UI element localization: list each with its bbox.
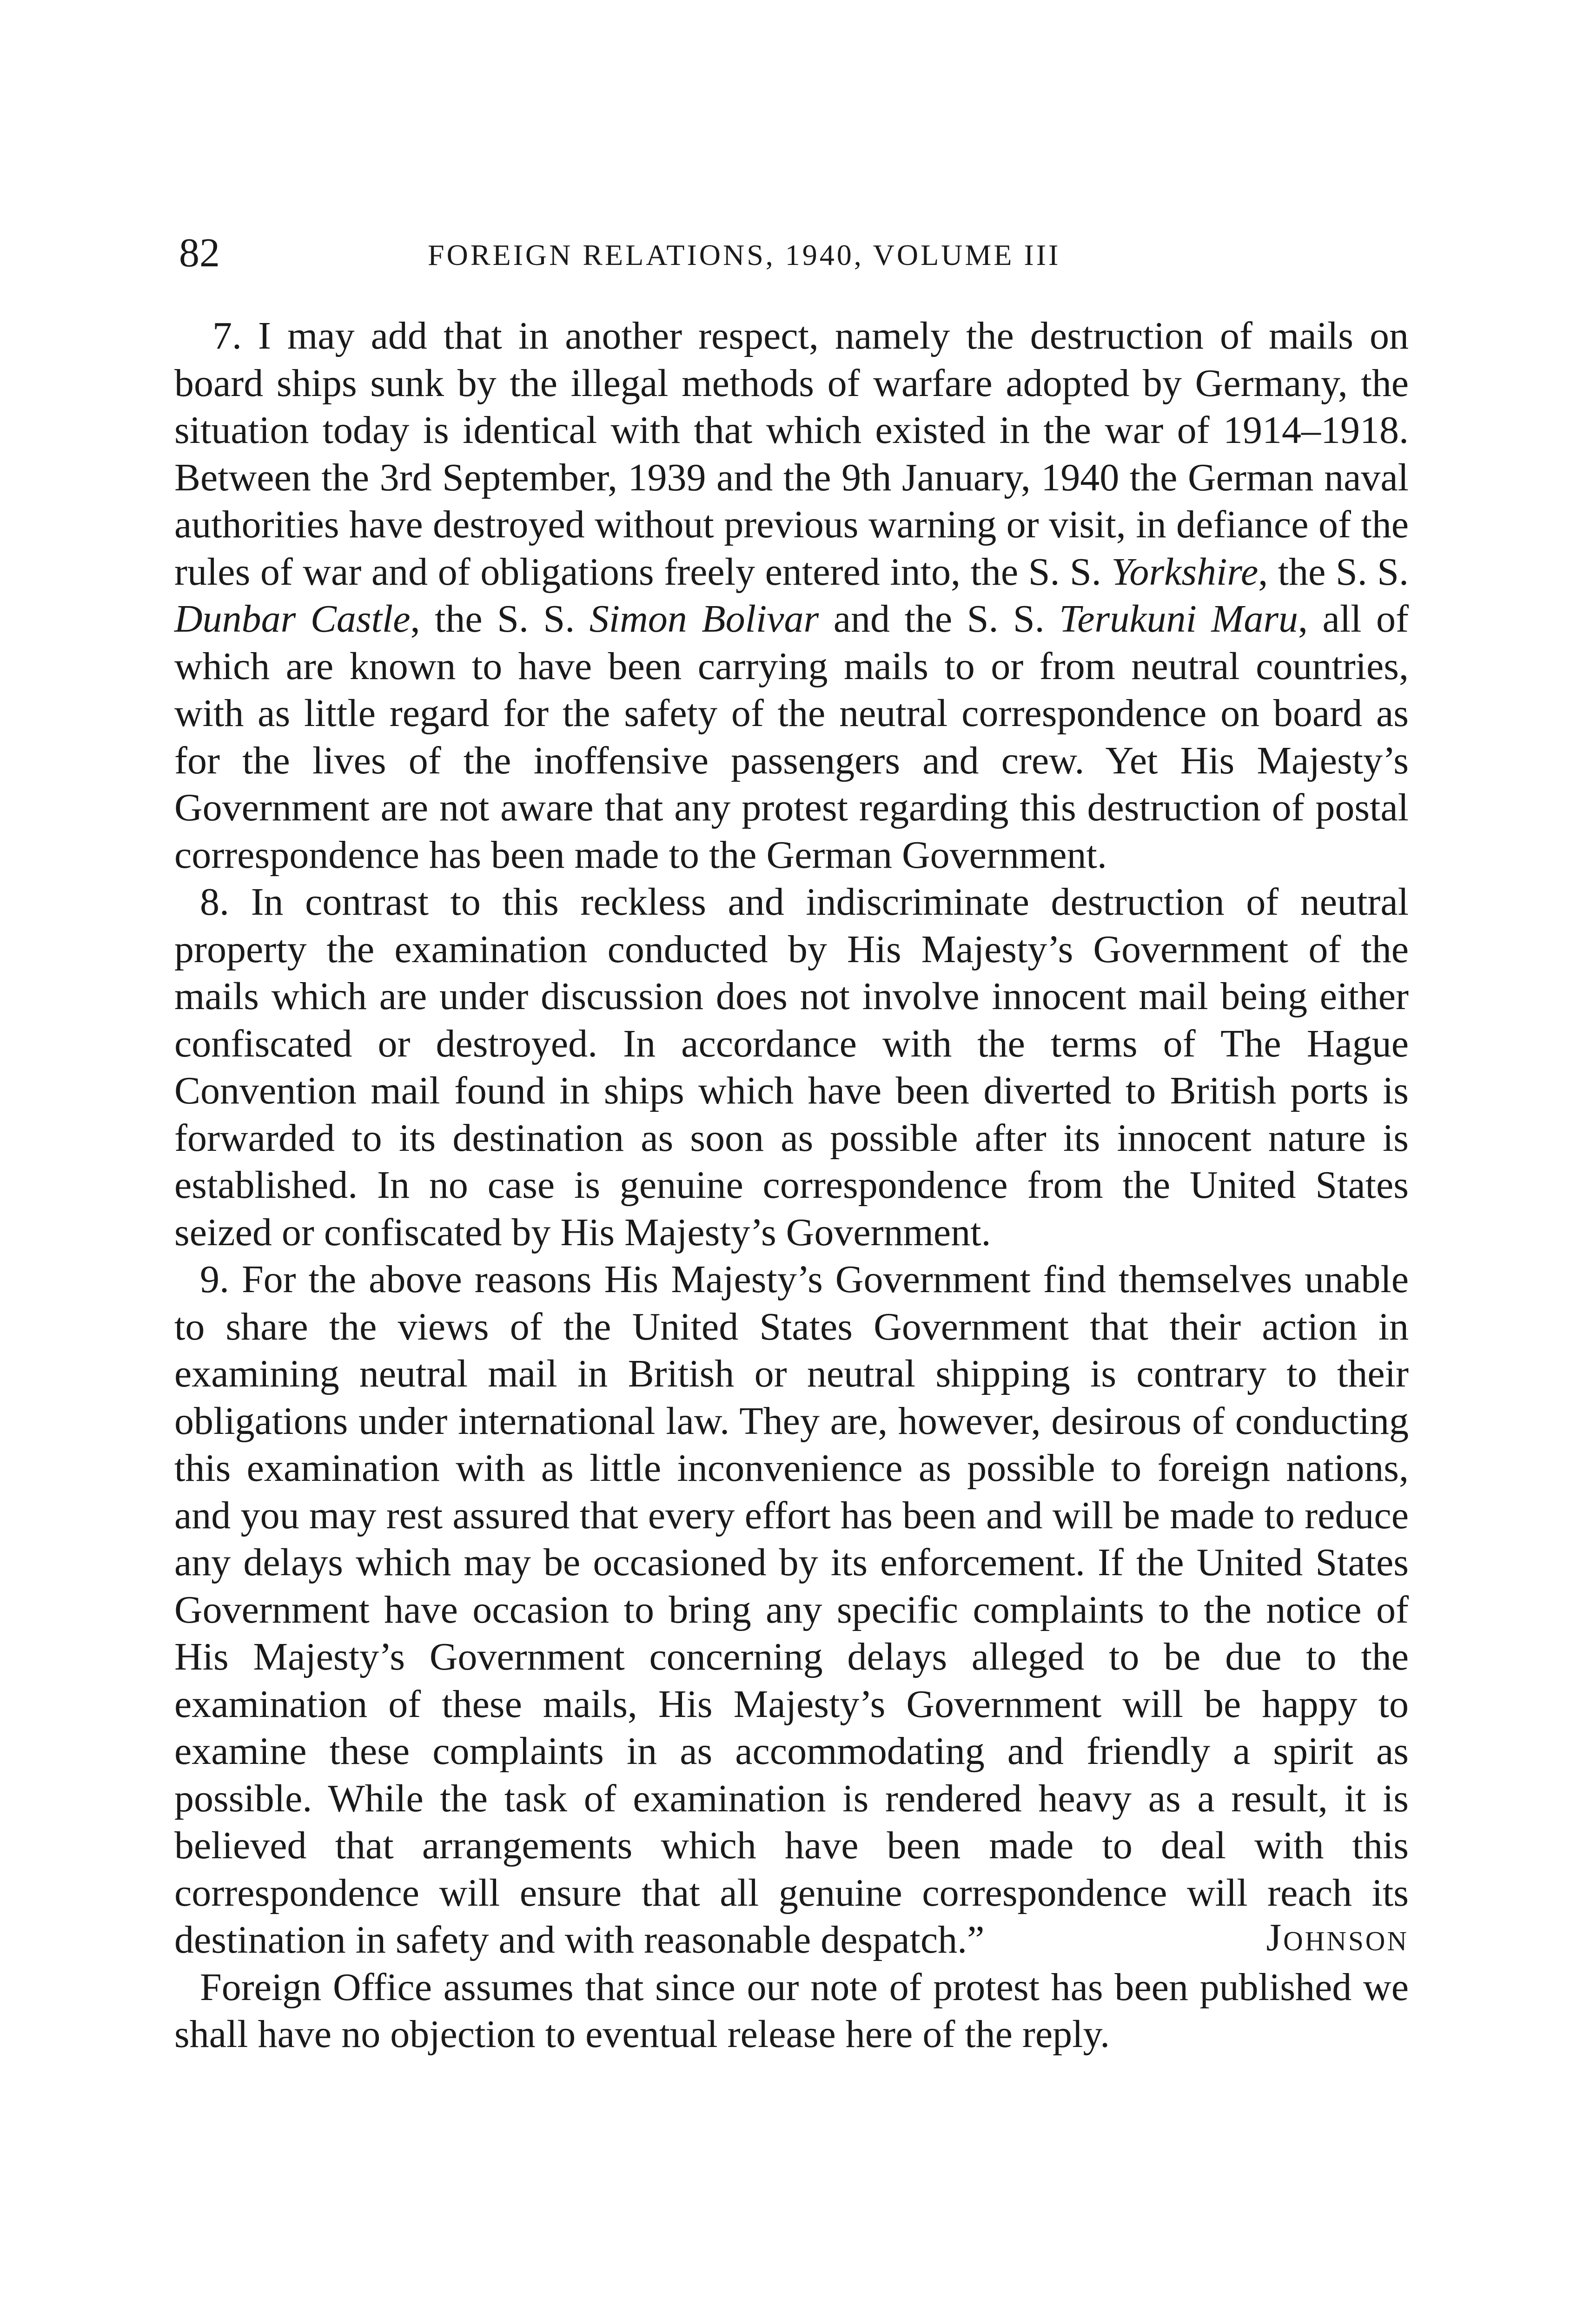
ship-name-dunbar-castle: Dunbar Castle [174, 597, 411, 640]
signature: Johnson [1266, 1916, 1409, 1959]
paragraph-7-text-d: and the S. S. [819, 597, 1060, 640]
running-head: FOREIGN RELATIONS, 1940, VOLUME III [428, 238, 1061, 271]
ship-name-yorkshire: Yorkshire [1111, 550, 1259, 594]
ship-name-simon-bolivar: Simon Bolivar [589, 597, 819, 640]
page-number: 82 [179, 231, 220, 276]
paragraph-7-text-e: , all of which are known to have been carrying mails to or from neutral countries, with as little regard for the safety of the neutral correspondence on board as for the lives of the inoffensive passengers and crew. Yet His Majesty’s Government are not aware that any protest regarding this destruction of postal correspondence has been made to the German Government. [174, 597, 1409, 877]
page-header [179, 228, 1416, 279]
body-text [174, 312, 1409, 2058]
paragraph-7-text-c: , the S. S. [410, 597, 590, 640]
paragraph-7 [174, 312, 1409, 878]
paragraph-7-text-b: , the S. S. [1258, 550, 1409, 594]
paragraph-8: 8. In contrast to this reckless and indiscriminate destruction of neutral property the examination conducted by His Majesty’s Government of the mails which are under discussion does not involve innocent mail being either confiscated or destroyed. In accordance with the terms of The Hague Convention mail found in ships which have been diverted to British ports is forwarded to its destination as soon as possible after its innocent nature is established. In no case is genuine correspondence from the United States seized or confiscated by His Majesty’s Government. [174, 880, 1409, 1254]
paragraph-7-text-a: 7. I may add that in another respect, namely the destruction of mails on board ships sunk by the illegal methods of warfare adopted by Germany, the situation today is identical with that which existed in the war of 1914–1918. Between the 3rd September, 1939 and the 9th January, 1940 the German naval authorities have destroyed without previous warning or visit, in defiance of the rules of war and of obligations freely entered into, the S. S. [174, 314, 1409, 594]
closing-paragraph: Foreign Office assumes that since our note of protest has been published we shall have no objection to eventual release here of the reply. [174, 1965, 1409, 2056]
ship-name-terukuni-maru: Teruk​uni Maru [1059, 597, 1298, 640]
paragraph-9: 9. For the above reasons His Majesty’s Government find themselves unable to share the views of the United States Government that their action in examining neutral mail in British or neutral shipping is contrary to their obligations under international law. They are, however, desirous of conducting this examination with as little inconvenience as possible to foreign nations, and you may rest assured that every effort has been and will be made to reduce any delays which may be occasioned by its enforcement. If the United States Government have occasion to bring any specific complaints to the notice of His Majesty’s Government concerning delays alleged to be due to the examination of these mails, His Majesty’s Government will be happy to examine these complaints in as accommodating and friendly a spirit as possible. While the task of examination is rendered heavy as a result, it is believed that arrangements which have been made to deal with this correspondence will ensure that all genuine correspondence will reach its destination in safety and with reasonable despatch.” [174, 1258, 1409, 1961]
